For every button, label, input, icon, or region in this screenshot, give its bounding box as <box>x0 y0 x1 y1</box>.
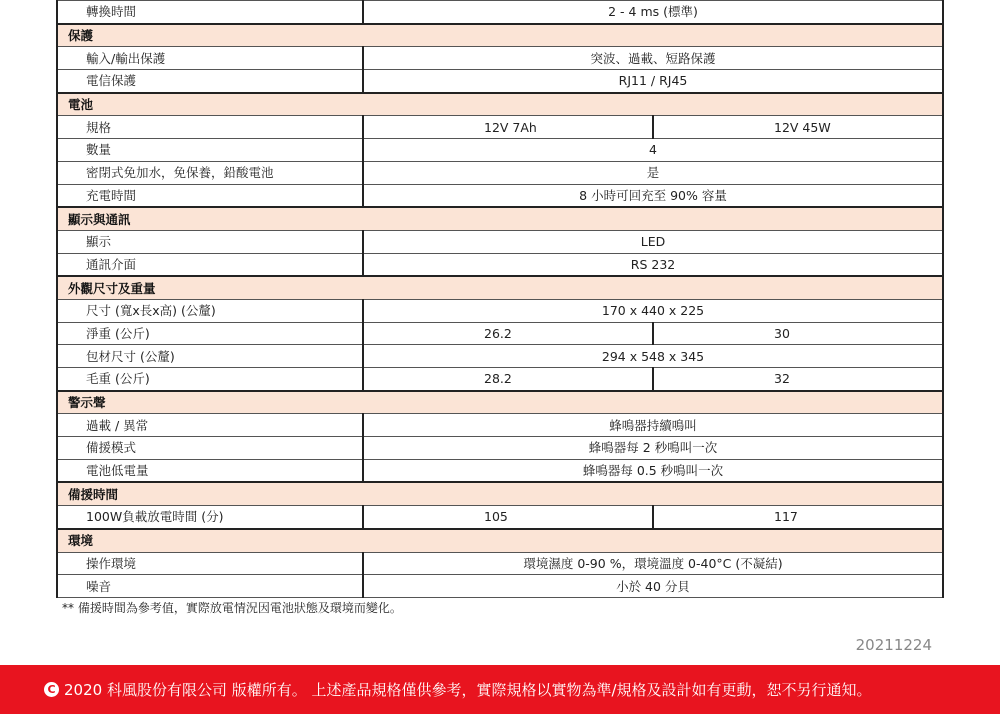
spec-value: 突波、過載、短路保護 <box>363 47 943 70</box>
spec-label: 規格 <box>57 116 363 139</box>
spec-value: 28.2 <box>363 368 653 391</box>
spec-label: 通訊介面 <box>57 253 363 276</box>
spec-label: 數量 <box>57 139 363 162</box>
section-header <box>57 24 943 47</box>
spec-row <box>57 253 943 276</box>
spec-value: 26.2 <box>363 322 653 345</box>
spec-value: 2 - 4 ms (標準) <box>363 1 943 24</box>
spec-row <box>57 299 943 322</box>
spec-row <box>57 322 943 345</box>
spec-row <box>57 184 943 207</box>
spec-label: 包材尺寸 (公釐) <box>57 345 363 368</box>
spec-row <box>57 230 943 253</box>
spec-value: 環境濕度 0-90 %，環境溫度 0-40°C (不凝結) <box>363 552 943 575</box>
section-header <box>57 207 943 230</box>
spec-value: 12V 7Ah <box>363 116 653 139</box>
footnote: ** 備援時間為參考值，實際放電情況因電池狀態及環境而變化。 <box>62 601 402 615</box>
spec-label: 轉換時間 <box>57 1 363 24</box>
spec-value: 12V 45W <box>653 116 943 139</box>
document-date: 20211224 <box>855 636 932 654</box>
copyright-text: 2020 科風股份有限公司 版權所有。 上述產品規格僅供參考，實際規格以實物為準/規格及設計如有更動，恕不另行通知。 <box>64 681 872 699</box>
spec-value: 294 x 548 x 345 <box>363 345 943 368</box>
spec-label: 過載 / 異常 <box>57 414 363 437</box>
spec-label: 噪音 <box>57 575 363 598</box>
section-title: 電池 <box>57 93 943 116</box>
spec-label: 毛重 (公斤) <box>57 368 363 391</box>
section-header <box>57 276 943 299</box>
copyright-footer <box>0 665 1000 714</box>
spec-row <box>57 70 943 93</box>
spec-value: 8 小時可回充至 90% 容量 <box>363 184 943 207</box>
section-title: 外觀尺寸及重量 <box>57 276 943 299</box>
spec-row <box>57 459 943 482</box>
spec-row <box>57 437 943 460</box>
spec-value: RS 232 <box>363 253 943 276</box>
spec-row <box>57 161 943 184</box>
spec-label: 尺寸 (寬x長x高) (公釐) <box>57 299 363 322</box>
spec-value: 4 <box>363 139 943 162</box>
spec-value: 32 <box>653 368 943 391</box>
spec-label: 輸入/輸出保護 <box>57 47 363 70</box>
spec-label: 顯示 <box>57 230 363 253</box>
spec-value: 蜂鳴器每 0.5 秒鳴叫一次 <box>363 459 943 482</box>
section-title: 保護 <box>57 24 943 47</box>
spec-row <box>57 139 943 162</box>
section-title: 環境 <box>57 529 943 552</box>
spec-label: 淨重 (公斤) <box>57 322 363 345</box>
section-header <box>57 93 943 116</box>
spec-label: 充電時間 <box>57 184 363 207</box>
spec-row <box>57 575 943 598</box>
spec-label: 備援模式 <box>57 437 363 460</box>
spec-row <box>57 368 943 391</box>
spec-value: 是 <box>363 161 943 184</box>
spec-row <box>57 345 943 368</box>
section-header <box>57 391 943 414</box>
section-title: 備援時間 <box>57 482 943 505</box>
section-title: 顯示與通訊 <box>57 207 943 230</box>
section-header <box>57 529 943 552</box>
spec-label: 電池低電量 <box>57 459 363 482</box>
spec-label: 密閉式免加水，免保養，鉛酸電池 <box>57 161 363 184</box>
spec-label: 100W負載放電時間 (分) <box>57 506 363 529</box>
spec-value: 117 <box>653 506 943 529</box>
spec-value: 蜂鳴器持續鳴叫 <box>363 414 943 437</box>
spec-table <box>56 0 944 598</box>
spec-label: 電信保護 <box>57 70 363 93</box>
spec-row <box>57 1 943 24</box>
spec-row <box>57 506 943 529</box>
spec-row <box>57 116 943 139</box>
spec-value: 105 <box>363 506 653 529</box>
spec-value: RJ11 / RJ45 <box>363 70 943 93</box>
section-header <box>57 482 943 505</box>
section-title: 警示聲 <box>57 391 943 414</box>
spec-row <box>57 552 943 575</box>
spec-row <box>57 47 943 70</box>
spec-label: 操作環境 <box>57 552 363 575</box>
spec-value: 小於 40 分貝 <box>363 575 943 598</box>
spec-value: 170 x 440 x 225 <box>363 299 943 322</box>
spec-value: 30 <box>653 322 943 345</box>
spec-row <box>57 414 943 437</box>
spec-value: 蜂鳴器每 2 秒鳴叫一次 <box>363 437 943 460</box>
spec-value: LED <box>363 230 943 253</box>
copyright-icon: C <box>44 682 59 697</box>
